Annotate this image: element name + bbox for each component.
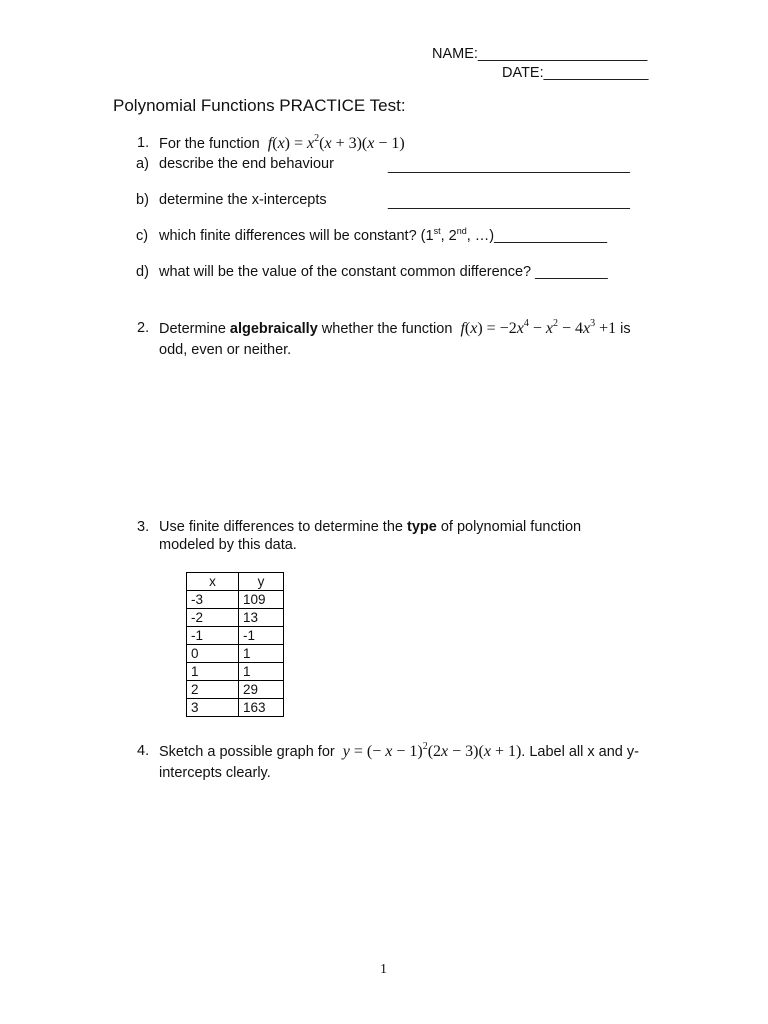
q1-text: For the function [159, 136, 260, 152]
q1-equation: $f(x) = x^2(x + 3)(x - 1)$ [267, 133, 405, 152]
q1c-text-mid: , 2 [440, 228, 457, 244]
q1a-answer-blank[interactable]: ______________________________ [388, 158, 630, 174]
table-cell-y: 1 [239, 663, 284, 681]
table-cell-y: 29 [239, 681, 284, 699]
table-row [187, 699, 284, 717]
table-header-x: x [187, 573, 239, 591]
q4-line1 [159, 743, 639, 761]
q2-equation: $f(x) = -2x^4 - x^2 - 4x^3 +1$ [460, 318, 617, 337]
table-header-row [187, 573, 284, 591]
name-field[interactable]: NAME:_____________________ [432, 46, 648, 62]
q3-line1 [159, 519, 581, 535]
table-cell-y: 109 [239, 591, 284, 609]
q1b-answer-blank[interactable]: ______________________________ [388, 194, 630, 210]
q1c-text-post[interactable]: , …)______________ [466, 228, 608, 244]
q3-text-post: of polynomial function [436, 519, 582, 535]
q3-number: 3. [137, 519, 150, 535]
table-row [187, 681, 284, 699]
table-cell-y: 163 [239, 699, 284, 717]
table-row [187, 591, 284, 609]
q3-bold-word: type [406, 519, 437, 535]
q3-line2: modeled by this data. [159, 537, 297, 553]
q1d-label: d) [136, 264, 149, 280]
q2-line1 [159, 320, 631, 338]
table-cell-y: -1 [239, 627, 284, 645]
q1-number: 1. [137, 135, 150, 151]
q1a-label: a) [136, 156, 149, 172]
q2-suffix: is [620, 321, 631, 337]
table-cell-y: 1 [239, 645, 284, 663]
q1a-text: describe the end behaviour [159, 156, 334, 172]
q1c-label: c) [136, 228, 149, 244]
q4-text-pre: Sketch a possible graph for [159, 744, 335, 760]
table-cell-x: -3 [187, 591, 239, 609]
q2-number: 2. [137, 320, 150, 336]
q4-line2: intercepts clearly. [159, 765, 271, 781]
table-row [187, 609, 284, 627]
q2-text-post: whether the function [317, 321, 453, 337]
table-cell-x: 1 [187, 663, 239, 681]
date-field[interactable]: DATE:_____________ [502, 65, 649, 81]
q1b-label: b) [136, 192, 149, 208]
table-row [187, 627, 284, 645]
table-header-y: y [239, 573, 284, 591]
q1c-text-pre: which finite differences will be constant? (1 [159, 228, 434, 244]
q1c-sup-nd: nd [456, 226, 467, 236]
q1b-text: determine the x-intercepts [159, 192, 327, 208]
page-number: 1 [380, 962, 387, 977]
data-table [186, 572, 284, 717]
q1c-text [159, 228, 607, 244]
table-cell-x: 2 [187, 681, 239, 699]
table-cell-y: 13 [239, 609, 284, 627]
q4-equation: y = (− x − 1)$^2$(2x − 3)(x + 1) [342, 741, 522, 760]
q2-bold-word: algebraically [229, 321, 318, 337]
page-title: Polynomial Functions PRACTICE Test: [113, 96, 406, 115]
q2-line2: odd, even or neither. [159, 342, 292, 358]
table-row [187, 645, 284, 663]
q1c-sup-st: st [433, 226, 441, 236]
q4-text-post: . Label all x and y- [521, 744, 639, 760]
q4-number: 4. [137, 743, 150, 759]
q1-prompt [159, 135, 405, 153]
q2-text-pre: Determine [159, 321, 230, 337]
table-cell-x: 3 [187, 699, 239, 717]
table-cell-x: -2 [187, 609, 239, 627]
table-row [187, 663, 284, 681]
q1d-text[interactable]: what will be the value of the constant common difference? _________ [159, 264, 608, 280]
q3-text-pre: Use finite differences to determine the [159, 519, 407, 535]
table-cell-x: 0 [187, 645, 239, 663]
table-cell-x: -1 [187, 627, 239, 645]
